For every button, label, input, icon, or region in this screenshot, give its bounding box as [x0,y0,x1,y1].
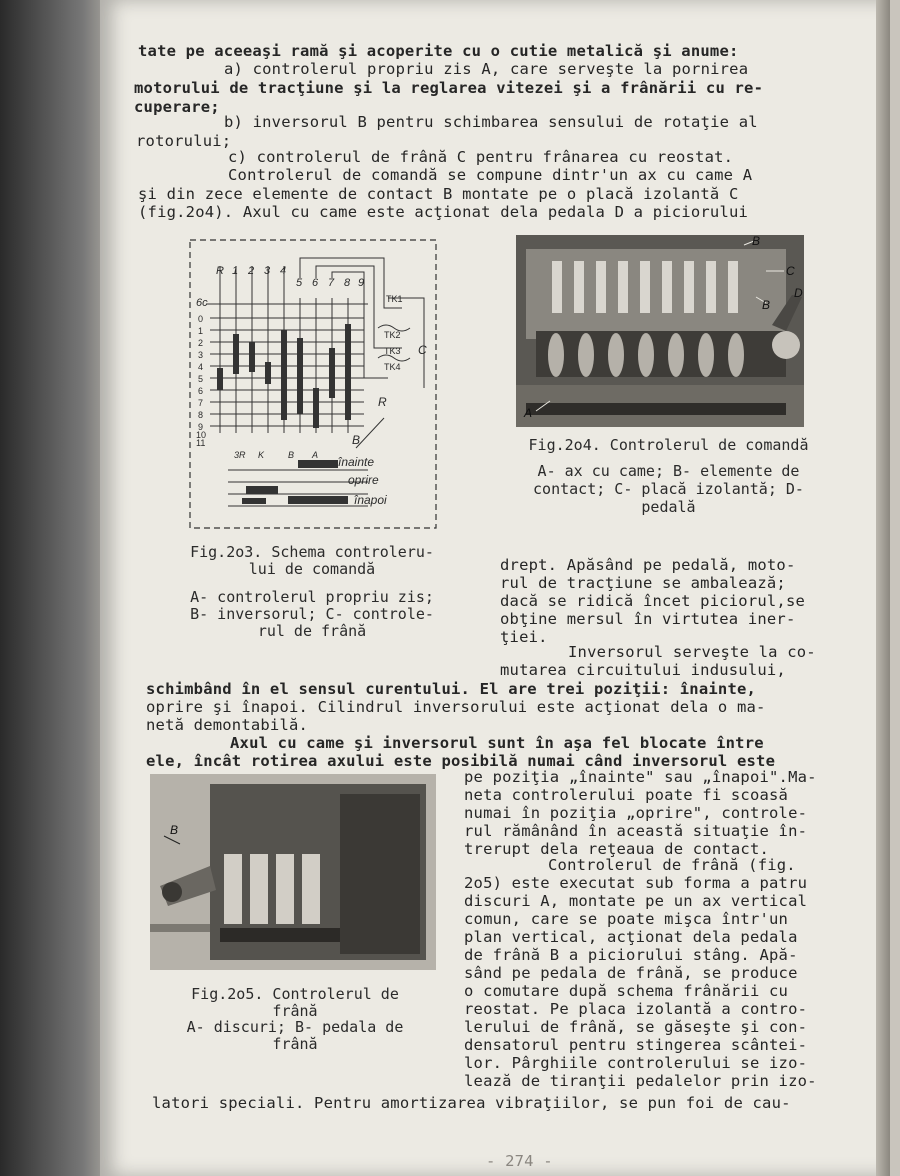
fig203-row-label: 1 [198,326,204,336]
fig203-inv-head: 3R [234,450,246,460]
fig203-row-label: 2 [198,338,204,348]
text-line: lor. Pârghiile controlerului se izo- [464,1054,808,1072]
fig205-caption: Fig.2o5. Controlerul de [191,985,399,1003]
fig203-schematic [188,238,438,530]
fig203-col-label: 7 [328,277,335,289]
fig203-c-label: C [418,343,427,357]
fig204-label-d: D [794,286,803,300]
fig203-caption: Fig.2o3. Schema controleru- [190,543,434,561]
fig203-col-label: 6 [312,277,319,289]
fig203-tk-label: TK4 [384,362,401,372]
text-line: o comutare după schema frânării cu [464,982,789,1000]
fig203-row-label: 7 [198,398,204,408]
fig203-tk-label: TK1 [386,294,403,304]
fig205-label-b: B [170,823,179,837]
page-edge [876,0,890,1176]
text-line: cuperare; [134,98,220,116]
fig204-label-b: B [752,235,761,248]
text-line: (fig.2o4). Axul cu came este acţionat dela pedala D a piciorului [138,203,749,221]
text-line: tate pe aceeaşi ramă şi acoperite cu o cutie metalică şi anume: [138,42,739,60]
text-line: numai în poziţia „oprire", controle- [464,804,808,822]
fig205-legend: frână [272,1035,318,1053]
fig203-row-label: 4 [198,362,204,372]
fig204-label-a: A [524,406,533,420]
fig203-left-label: 6c [196,297,208,309]
text-line: pe poziţia „înainte" sau „înapoi".Ma- [464,768,817,786]
text-line: Inversorul serveşte la co- [568,643,816,661]
text-line: mutarea circuitului indusului, [500,661,786,679]
fig203-row-label: 11 [196,438,206,448]
fig203-row-label: 5 [198,374,204,384]
text-line: rul rămânând în această situaţie în- [464,822,808,840]
text-line: Controlerul de comandă se compune dintr'un ax cu came A [228,166,753,184]
fig203-col-label: 5 [296,277,303,289]
fig204-label-c: C [786,264,795,278]
fig203-inv-head: A [312,450,319,460]
text-line: schimbând în el sensul curentului. El are trei poziţii: înainte, [146,680,757,698]
fig204-label-b2: B [762,298,771,312]
fig203-row-label: 0 [198,314,204,324]
text-line: rul de tracţiune se ambalează; [500,574,786,592]
text-line: oprire şi înapoi. Cilindrul inversorului este acţionat dela o ma- [146,698,766,716]
text-line: comun, care se poate mişca într'un [464,910,789,928]
text-line: rotorului; [136,132,232,150]
fig203-row-label: 9 [198,422,204,432]
text-line: de frână B a piciorului stâng. Apă- [464,946,798,964]
text-line: plan vertical, acţionat dela pedala [464,928,798,946]
text-line: lerului de frână, se găseşte şi con- [464,1018,808,1036]
fig204-legend: pedală [641,498,696,516]
text-line: dacă se ridică încet piciorul,se [500,592,806,610]
text-line: trerupt dela reţeaua de contact. [464,840,770,858]
fig205-caption: frână [272,1002,318,1020]
text-line: obţine mersul în virtutea iner- [500,610,796,628]
text-line: Axul cu came şi inversorul sunt în aşa fel blocate între [230,734,764,752]
fig203-legend: rul de frână [257,622,367,640]
fig203-inv-head: K [258,450,265,460]
text-line-last: latori speciali. Pentru amortizarea vibraţiilor, se pun foi de cau- [152,1094,791,1112]
text-line: şi din zece elemente de contact B montate pe o placă izolantă C [138,185,739,203]
text-line: sând pe pedala de frână, se produce [464,964,798,982]
text-line: neta controlerului poate fi scoasă [464,786,789,804]
fig203-col-label: 3 [264,265,271,277]
text-line: drept. Apăsând pe pedală, moto- [500,556,796,574]
fig203-inainte-label: înainte [338,455,375,469]
text-line: ţiei. [500,628,548,646]
fig205-legend: A- discuri; B- pedala de [186,1018,404,1036]
fig203-b-label: B [352,433,361,447]
fig203-tk-label: TK3 [384,346,401,356]
text-line: Controlerul de frână (fig. [548,856,796,874]
fig203-row-label: 3 [198,350,204,360]
fig203-row-label: 10 [196,430,207,440]
fig204-legend: A- ax cu came; B- elemente de [537,462,800,480]
book-binding-shadow [0,0,110,1176]
fig204-legend: contact; C- placă izolantă; D- [533,480,804,498]
fig203-tk-label: TK2 [384,330,401,340]
fig203-col-label: 4 [280,265,287,277]
fig203-row-label: 6 [198,386,204,396]
fig203-legend: A- controlerul propriu zis; [190,588,434,606]
fig204-photo [516,235,804,427]
fig203-oprire-label: oprire [348,473,379,487]
fig203-inv-head: B [288,450,295,460]
fig203-legend: B- inversorul; C- controle- [190,605,434,623]
text-line: b) inversorul B pentru schimbarea sensului de rotaţie al [224,113,758,131]
fig203-row-label: 8 [198,410,204,420]
text-line: discuri A, montate pe un ax vertical [464,892,808,910]
text-line: 2o5) este executat sub forma a patru [464,874,808,892]
fig203-col-label: 2 [248,265,255,277]
fig205-photo [150,774,436,970]
text-line: reostat. Pe placa izolantă a contro- [464,1000,808,1018]
page-number: - 274 - [486,1152,553,1170]
text-line: ele, încât rotirea axului este posibilă numai când inversorul este [146,752,776,770]
text-line: lează de tiranţii pedalelor prin izo- [464,1072,817,1090]
fig203-col-label: 8 [344,277,351,289]
fig203-col-label: 1 [232,265,239,277]
fig204-caption: Fig.2o4. Controlerul de comandă [528,436,809,454]
fig203-col-label: R [216,265,224,277]
text-line: a) controlerul propriu zis A, care serveşte la pornirea [224,60,749,78]
fig203-r-label: R [378,395,387,409]
text-line: c) controlerul de frână C pentru frânarea cu reostat. [228,148,734,166]
fig203-inapoi-label: înapoi [354,493,387,507]
text-line: densatorul pentru stingerea scântei- [464,1036,808,1054]
text-line: motorului de tracţiune şi la reglarea vitezei şi a frânării cu re- [134,79,764,97]
fig203-col-label: 9 [358,277,365,289]
fig203-caption: lui de comandă [248,560,376,578]
text-line: netă demontabilă. [146,716,309,734]
